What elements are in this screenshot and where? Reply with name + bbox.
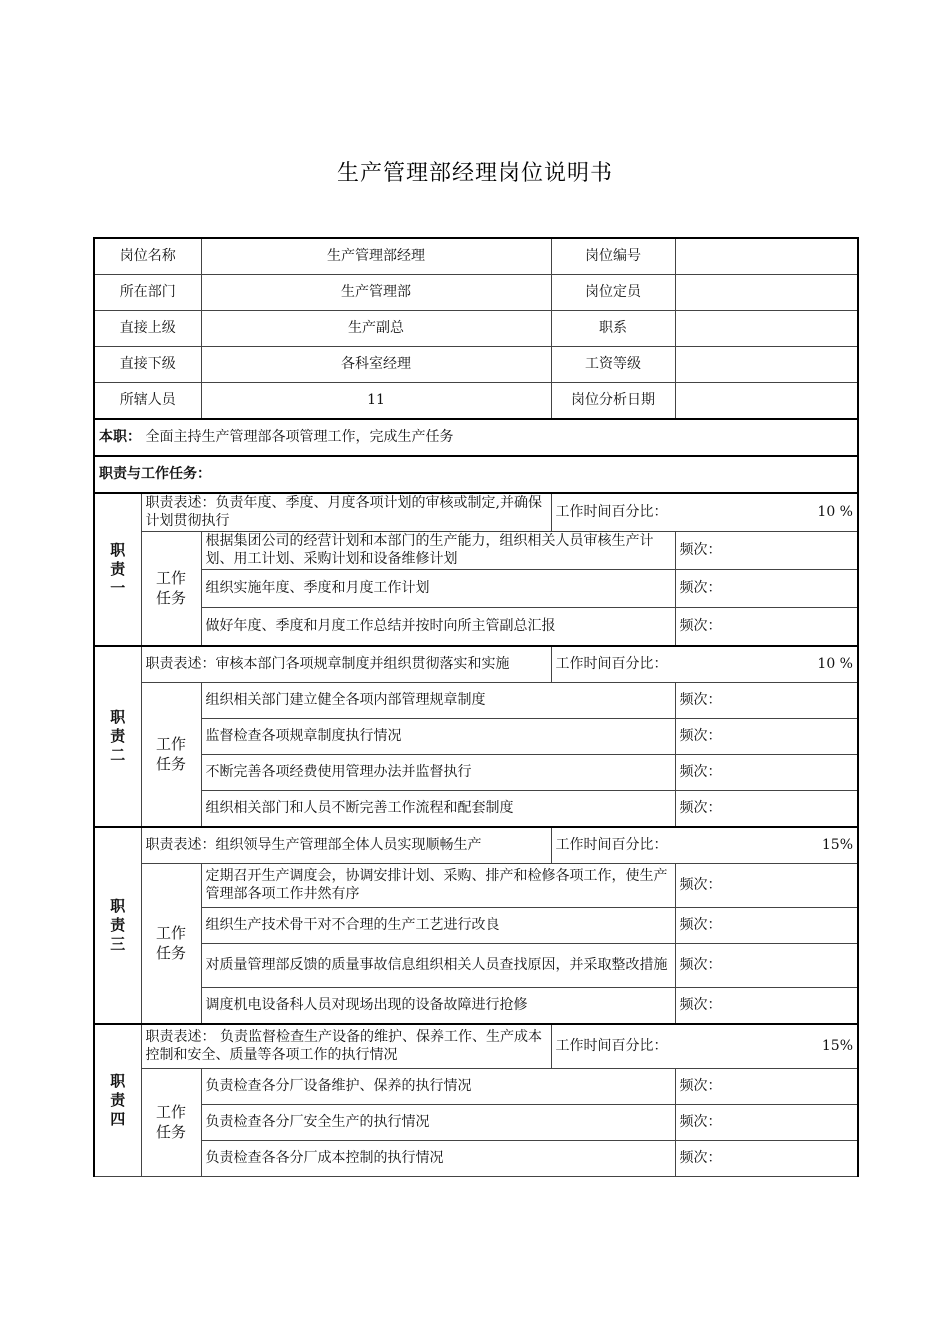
duties-header: 职责与工作任务：	[94, 456, 858, 493]
task-frequency: 频次：	[675, 532, 858, 570]
task-row	[94, 1105, 858, 1141]
task-row	[94, 608, 858, 647]
task-row	[94, 864, 858, 908]
task-text: 做好年度、季度和月度工作总结并按时向所主管副总汇报	[201, 608, 675, 647]
duty-label: 职 责 三	[94, 827, 141, 1024]
info-value: 生产管理部经理	[201, 238, 551, 275]
task-text: 负责检查各分厂安全生产的执行情况	[201, 1105, 675, 1141]
duty-description: 职责表述：负责年度、季度、月度各项计划的审核或制定,并确保计划贯彻执行	[141, 493, 551, 532]
task-frequency: 频次：	[675, 791, 858, 828]
task-frequency: 频次：	[675, 570, 858, 608]
task-frequency: 频次：	[675, 755, 858, 791]
task-text: 负责检查各各分厂成本控制的执行情况	[201, 1141, 675, 1177]
task-row	[94, 532, 858, 570]
duty-description: 职责表述：组织领导生产管理部全体人员实现顺畅生产	[141, 827, 551, 864]
task-row	[94, 1141, 858, 1177]
task-text: 监督检查各项规章制度执行情况	[201, 719, 675, 755]
task-row	[94, 791, 858, 828]
info-label: 岗位名称	[94, 238, 201, 275]
task-text: 不断完善各项经费使用管理办法并监督执行	[201, 755, 675, 791]
task-frequency: 频次：	[675, 1141, 858, 1177]
info-value	[675, 275, 858, 311]
info-value	[675, 347, 858, 383]
info-value: 各科室经理	[201, 347, 551, 383]
info-value	[675, 238, 858, 275]
task-label: 工作 任务	[141, 683, 201, 828]
duty-label: 职 责 一	[94, 493, 141, 646]
task-text: 调度机电设备科人员对现场出现的设备故障进行抢修	[201, 988, 675, 1025]
task-frequency: 频次：	[675, 1105, 858, 1141]
duty-label: 职 责 四	[94, 1024, 141, 1177]
main-duty-cell	[94, 419, 858, 456]
page-title: 生产管理部经理岗位说明书	[336, 161, 613, 186]
task-row	[94, 988, 858, 1025]
task-row	[94, 755, 858, 791]
task-label: 工作 任务	[141, 864, 201, 1025]
task-frequency: 频次：	[675, 683, 858, 719]
task-text: 组织相关部门建立健全各项内部管理规章制度	[201, 683, 675, 719]
main-duty-label: 本职：	[99, 428, 141, 445]
info-label: 岗位分析日期	[551, 383, 675, 420]
task-text: 根据集团公司的经营计划和本部门的生产能力，组织相关人员审核生产计划、用工计划、采购计划和设备维修计划	[201, 532, 675, 570]
duty-desc-row	[94, 493, 858, 532]
info-label: 岗位编号	[551, 238, 675, 275]
task-row	[94, 570, 858, 608]
info-row	[94, 275, 858, 311]
main-duty-row	[94, 419, 858, 456]
info-row	[94, 347, 858, 383]
task-label: 工作 任务	[141, 532, 201, 647]
info-label: 所在部门	[94, 275, 201, 311]
task-frequency: 频次：	[675, 719, 858, 755]
info-row	[94, 311, 858, 347]
info-value: 生产副总	[201, 311, 551, 347]
info-label: 职系	[551, 311, 675, 347]
task-text: 组织实施年度、季度和月度工作计划	[201, 570, 675, 608]
duty-desc-row	[94, 827, 858, 864]
task-label: 工作 任务	[141, 1069, 201, 1177]
task-row	[94, 683, 858, 719]
job-description-table	[93, 237, 859, 1177]
info-label: 所辖人员	[94, 383, 201, 420]
info-value	[675, 311, 858, 347]
duty-desc-row	[94, 1024, 858, 1069]
task-row	[94, 719, 858, 755]
duty-label: 职 责 二	[94, 646, 141, 827]
task-frequency: 频次：	[675, 608, 858, 647]
task-row	[94, 908, 858, 944]
duty-time-percent: 工作时间百分比： 15%	[551, 1024, 858, 1069]
info-row	[94, 238, 858, 275]
info-label: 直接上级	[94, 311, 201, 347]
duty-time-percent: 工作时间百分比： 10 %	[551, 493, 858, 532]
task-text: 定期召开生产调度会，协调安排计划、采购、排产和检修各项工作，使生产管理部各项工作井然有序	[201, 864, 675, 908]
task-frequency: 频次：	[675, 864, 858, 908]
task-frequency: 频次：	[675, 1069, 858, 1105]
task-text: 组织相关部门和人员不断完善工作流程和配套制度	[201, 791, 675, 828]
task-frequency: 频次：	[675, 908, 858, 944]
task-row	[94, 1069, 858, 1105]
info-label: 直接下级	[94, 347, 201, 383]
info-label: 岗位定员	[551, 275, 675, 311]
task-text: 组织生产技术骨干对不合理的生产工艺进行改良	[201, 908, 675, 944]
task-frequency: 频次：	[675, 988, 858, 1025]
duty-description: 职责表述：审核本部门各项规章制度并组织贯彻落实和实施	[141, 646, 551, 683]
main-duty-text: 全面主持生产管理部各项管理工作，完成生产任务	[145, 428, 454, 445]
task-text: 对质量管理部反馈的质量事故信息组织相关人员查找原因，并采取整改措施	[201, 944, 675, 988]
task-text: 负责检查各分厂设备维护、保养的执行情况	[201, 1069, 675, 1105]
duty-time-percent: 工作时间百分比： 10 %	[551, 646, 858, 683]
duty-desc-row	[94, 646, 858, 683]
info-value	[675, 383, 858, 420]
task-frequency: 频次：	[675, 944, 858, 988]
info-value: 11	[201, 383, 551, 420]
duty-time-percent: 工作时间百分比： 15%	[551, 827, 858, 864]
info-value: 生产管理部	[201, 275, 551, 311]
duty-description: 职责表述： 负责监督检查生产设备的维护、保养工作、生产成本控制和安全、质量等各项工作的执行情况	[141, 1024, 551, 1069]
duties-header-row	[94, 456, 858, 493]
info-row	[94, 383, 858, 420]
task-row	[94, 944, 858, 988]
info-label: 工资等级	[551, 347, 675, 383]
